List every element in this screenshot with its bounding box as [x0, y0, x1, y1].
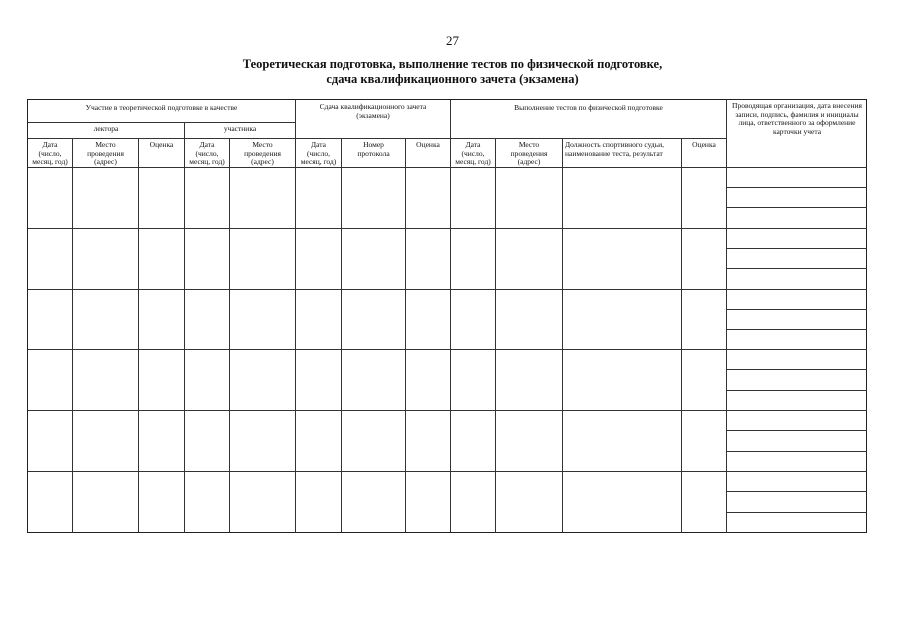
page-title [0, 57, 905, 87]
theory-header: Участие в теоретической подготовке в качестве [85, 103, 238, 112]
divider [28, 138, 726, 139]
title-line-1: Теоретическая подготовка, выполнение тестов по физической подготовке, [242, 57, 663, 71]
divider [72, 139, 73, 533]
divider [229, 139, 230, 533]
lecturer-header: лектора [93, 124, 119, 133]
divider [341, 139, 342, 533]
divider [726, 228, 867, 229]
divider [726, 309, 867, 310]
col-place: Место проведения (адрес) [510, 140, 548, 166]
col-date: Дата (число, месяц, год) [455, 140, 491, 166]
col-grade: Оценка [692, 140, 716, 149]
col-grade: Оценка [416, 140, 440, 149]
divider [28, 410, 726, 411]
divider [28, 228, 726, 229]
col-protocol: Номер протокола [357, 140, 390, 158]
record-form-table [27, 99, 867, 533]
divider [726, 369, 867, 370]
tests-header: Выполнение тестов по физической подготовке [514, 103, 663, 112]
col-date: Дата (число, месяц, год) [189, 140, 225, 166]
divider [726, 471, 867, 472]
divider [726, 289, 867, 290]
col-place: Место проведения (адрес) [244, 140, 281, 166]
col-grade: Оценка [149, 140, 174, 149]
divider [726, 410, 867, 411]
divider [726, 100, 727, 533]
divider [495, 139, 496, 533]
divider [681, 139, 682, 533]
divider [726, 512, 867, 513]
divider [726, 207, 867, 208]
divider [726, 430, 867, 431]
divider [726, 451, 867, 452]
divider [562, 139, 563, 533]
divider [726, 329, 867, 330]
page-number: 27 [446, 33, 459, 48]
col-date: Дата (число, месяц, год) [32, 140, 68, 166]
divider [28, 349, 726, 350]
divider [138, 139, 139, 533]
divider [726, 187, 867, 188]
divider [726, 248, 867, 249]
divider [28, 122, 295, 123]
divider [405, 139, 406, 533]
title-line-2: сдача квалификационного зачета (экзамена) [326, 72, 579, 86]
divider [726, 349, 867, 350]
col-date: Дата (число, месяц, год) [300, 140, 337, 166]
divider [726, 491, 867, 492]
divider [726, 390, 867, 391]
divider [726, 268, 867, 269]
participant-header: участника [223, 124, 257, 133]
col-place: Место проведения (адрес) [87, 140, 124, 166]
divider [28, 471, 726, 472]
divider [28, 289, 726, 290]
divider [28, 167, 726, 168]
exam-header: Сдача квалификационного зачета (экзамена) [319, 102, 427, 120]
divider [726, 167, 867, 168]
org-header: Проводящая организация, дата внесения записи, подпись, фамилия и инициалы лица, ответственного за оформление карточки учета [732, 101, 862, 136]
col-position-test-result: Должность спортивного судьи, наименование теста, результат [565, 140, 665, 158]
